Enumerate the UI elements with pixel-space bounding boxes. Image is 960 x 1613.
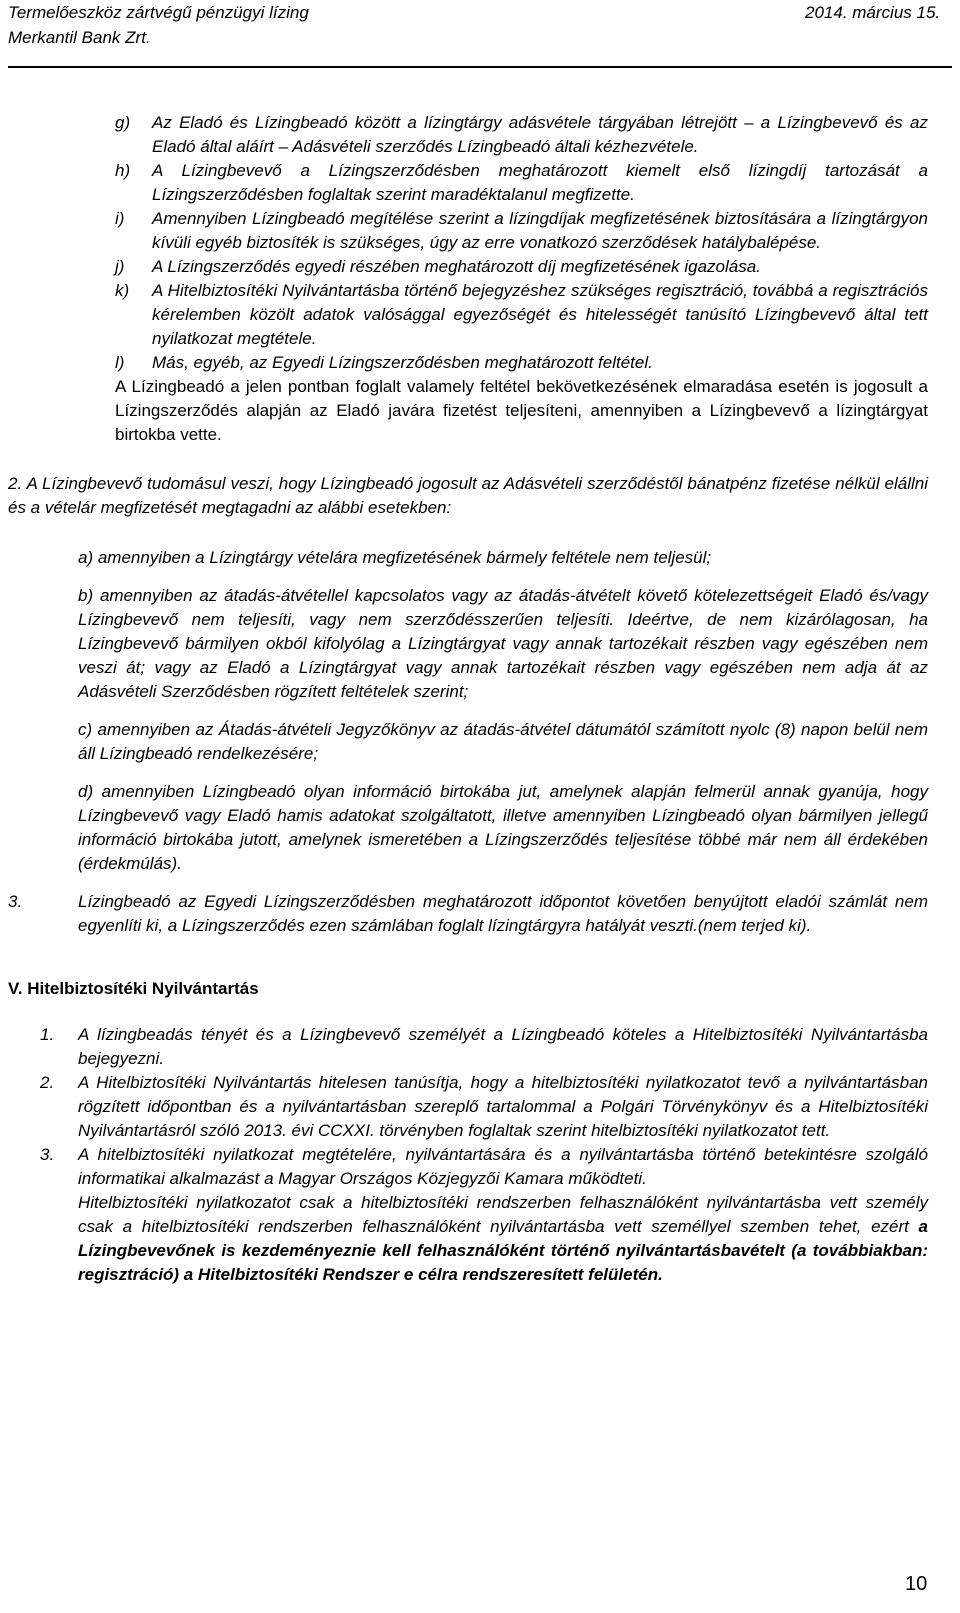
item-label: g) (115, 113, 131, 132)
item-label: k) (115, 281, 130, 300)
list-item (115, 279, 928, 351)
item-text: A lízingbeadás tényét és a Lízingbevevő személyét a Lízingbeadó köteles a Hitelbiztosítéki Nyilvántartásba bejegyezni. (78, 1025, 928, 1068)
section-v-list (8, 1023, 928, 1287)
item-text: Az Eladó és Lízingbeadó között a lízingtárgy adásvétele tárgyában létrejött – a Lízingbevevő és az Eladó által aláírt – Adásvételi szerződés Lízingbeadó általi kézhezvétele. (152, 113, 928, 156)
item-text: Lízingbeadó az Egyedi Lízingszerződésben meghatározott időpontot követően benyújtott eladói számlát nem egyenlíti ki, a Lízingszerződés ezen számlában foglalt lízingtárgyra hatályát veszti.(nem terjed ki). (78, 892, 928, 935)
page-header (8, 2, 952, 68)
item2-intro: 2. A Lízingbevevő tudomásul veszi, hogy Lízingbeadó jogosult az Adásvételi szerződéstől bánatpénz fizetése nélkül elállni és a vételár megfizetését megtagadni az alábbi esetekben: (8, 474, 928, 517)
item-label: 3. (40, 1145, 55, 1164)
document-title: Termelőeszköz zártvégű pénzügyi lízing (8, 3, 309, 22)
paragraph-after-list: A Lízingbeadó a jelen pontban foglalt valamely feltétel bekövetkezésének elmaradása esetén is jogosult a Lízingszerződés alapján az Eladó javára fizetést teljesíteni, amennyiben a Lízingbevevő a lízingtárgyat birtokba vette. (115, 377, 928, 444)
company-name: Merkantil Bank Zrt. (8, 28, 151, 47)
item-text: A Hitelbiztosítéki Nyilvántartás hitelesen tanúsítja, hogy a hitelbiztosítéki nyilatkozatot tevő a nyilvántartásban rögzített időpontban és a nyilvántartásban szereplő tartalommal a Polgári Törvénykönyv és a Hitelbiztosítéki Nyilvántartásról szóló 2013. évi CCXXI. törvényben foglaltak szerint hitelbiztosítéki nyilatkozatot tett. (78, 1073, 928, 1140)
list-item (115, 255, 928, 279)
conditions-list (115, 111, 928, 375)
section-heading: V. Hitelbiztosítéki Nyilvántartás (8, 979, 259, 998)
emphasis-text: a Lízingbevevőnek is kezdeményeznie kell felhasználóként történő nyilvántartásbavételt (a továbbiakban: regisztráció) a Hitelbiztosítéki Rendszer e célra rendszeresített felületén. (78, 1217, 928, 1284)
section-item-3 (8, 890, 928, 938)
item-label: j) (115, 257, 125, 276)
list-item (40, 1023, 928, 1071)
item-label: 3. (8, 892, 23, 911)
item2-d: d) amennyiben Lízingbeadó olyan információ birtokába jut, amelynek alapján felmerül annak gyanúja, hogy Lízingbevevő vagy Eladó hamis adatokat szolgáltatott, illetve amennyiben Lízingbeadó olyan bármilyen jellegű információ birtokába jutott, amelynek ismeretében a Lízingszerződés teljesítése többé már nem áll érdekében (érdekmúlás). (78, 782, 928, 873)
item2-a: a) amennyiben a Lízingtárgy vételára megfizetésének bármely feltétele nem teljesül; (78, 548, 712, 567)
item-label: i) (115, 209, 125, 228)
item-text: A hitelbiztosítéki nyilatkozat megtételére, nyilvántartására és a nyilvántartásba történő betekintésre szolgáló informatikai alkalmazást a Magyar Országos Közjegyzői Kamara működteti. (78, 1145, 928, 1188)
list-item (40, 1143, 928, 1191)
list-item (40, 1071, 928, 1143)
item-text: Más, egyéb, az Egyedi Lízingszerződésben meghatározott feltétel. (152, 353, 653, 372)
item-label: h) (115, 161, 131, 180)
document-body (8, 111, 928, 1287)
page-number: 10 (905, 1573, 928, 1595)
item-text: A Hitelbiztosítéki Nyilvántartásba történő bejegyzéshez szükséges regisztráció, továbbá a regisztrációs kérelemben közölt adatok valósággal egyezőségét és hitelességét tanúsító Lízingbevevő által tett nyilatkozat megtétele. (152, 281, 928, 348)
list-item (115, 351, 928, 375)
item-3-continuation: Hitelbiztosítéki nyilatkozatot csak a hitelbiztosítéki rendszerben felhasználóként nyilvántartásba vett személy csak a hitelbiztosítéki rendszerben felhasználóként nyilvántartásba vett személlyel szemben tehet, ezért a Lízingbevevőnek is kezdeményeznie kell felhasználóként történő nyilvántartásbavételt (a továbbiakban: regisztráció) a Hitelbiztosítéki Rendszer e célra rendszeresített felületén. (78, 1193, 928, 1284)
list-item (115, 111, 928, 159)
item2-b: b) amennyiben az átadás-átvétellel kapcsolatos vagy az átadás-átvételt követő kötelezettségeit Eladó és/vagy Lízingbevevő nem teljesíti, vagy nem szerződésszerűen teljesíti. Ideértve, de nem kizárólagosan, ha Lízingbevevő bármilyen okból kifolyólag a Lízingtárgyat vagy annak tartozékait részben vagy egészében nem veszi át; vagy az Eladó a Lízingtárgyat vagy annak tartozékait részben vagy egészében nem adja át az Adásvételi Szerződésben rögzített feltételek szerint; (78, 586, 928, 701)
list-item (115, 207, 928, 255)
item-text: Amennyiben Lízingbeadó megítélése szerint a lízingdíjak megfizetésének biztosítására a lízingtárgyon kívüli egyéb biztosíték is szükséges, úgy az erre vonatkozó szerződések hatálybalépése. (152, 209, 928, 252)
item2-c: c) amennyiben az Átadás-átvételi Jegyzőkönyv az átadás-átvétel dátumától számított nyolc (8) napon belül nem áll Lízingbeadó rendelkezésére; (78, 720, 928, 763)
document-date: 2014. március 15. (805, 3, 941, 22)
item-text: A Lízingbevevő a Lízingszerződésben meghatározott kiemelt első lízingdíj tartozását a Lízingszerződésben foglaltak szerint maradéktalanul megfizette. (152, 161, 928, 204)
item-label: 2. (40, 1073, 55, 1092)
list-item (115, 159, 928, 207)
item-text: A Lízingszerződés egyedi részében meghatározott díj megfizetésének igazolása. (152, 257, 761, 276)
item-label: 1. (40, 1025, 55, 1044)
item-label: l) (115, 353, 125, 372)
section-item-2 (8, 472, 928, 876)
